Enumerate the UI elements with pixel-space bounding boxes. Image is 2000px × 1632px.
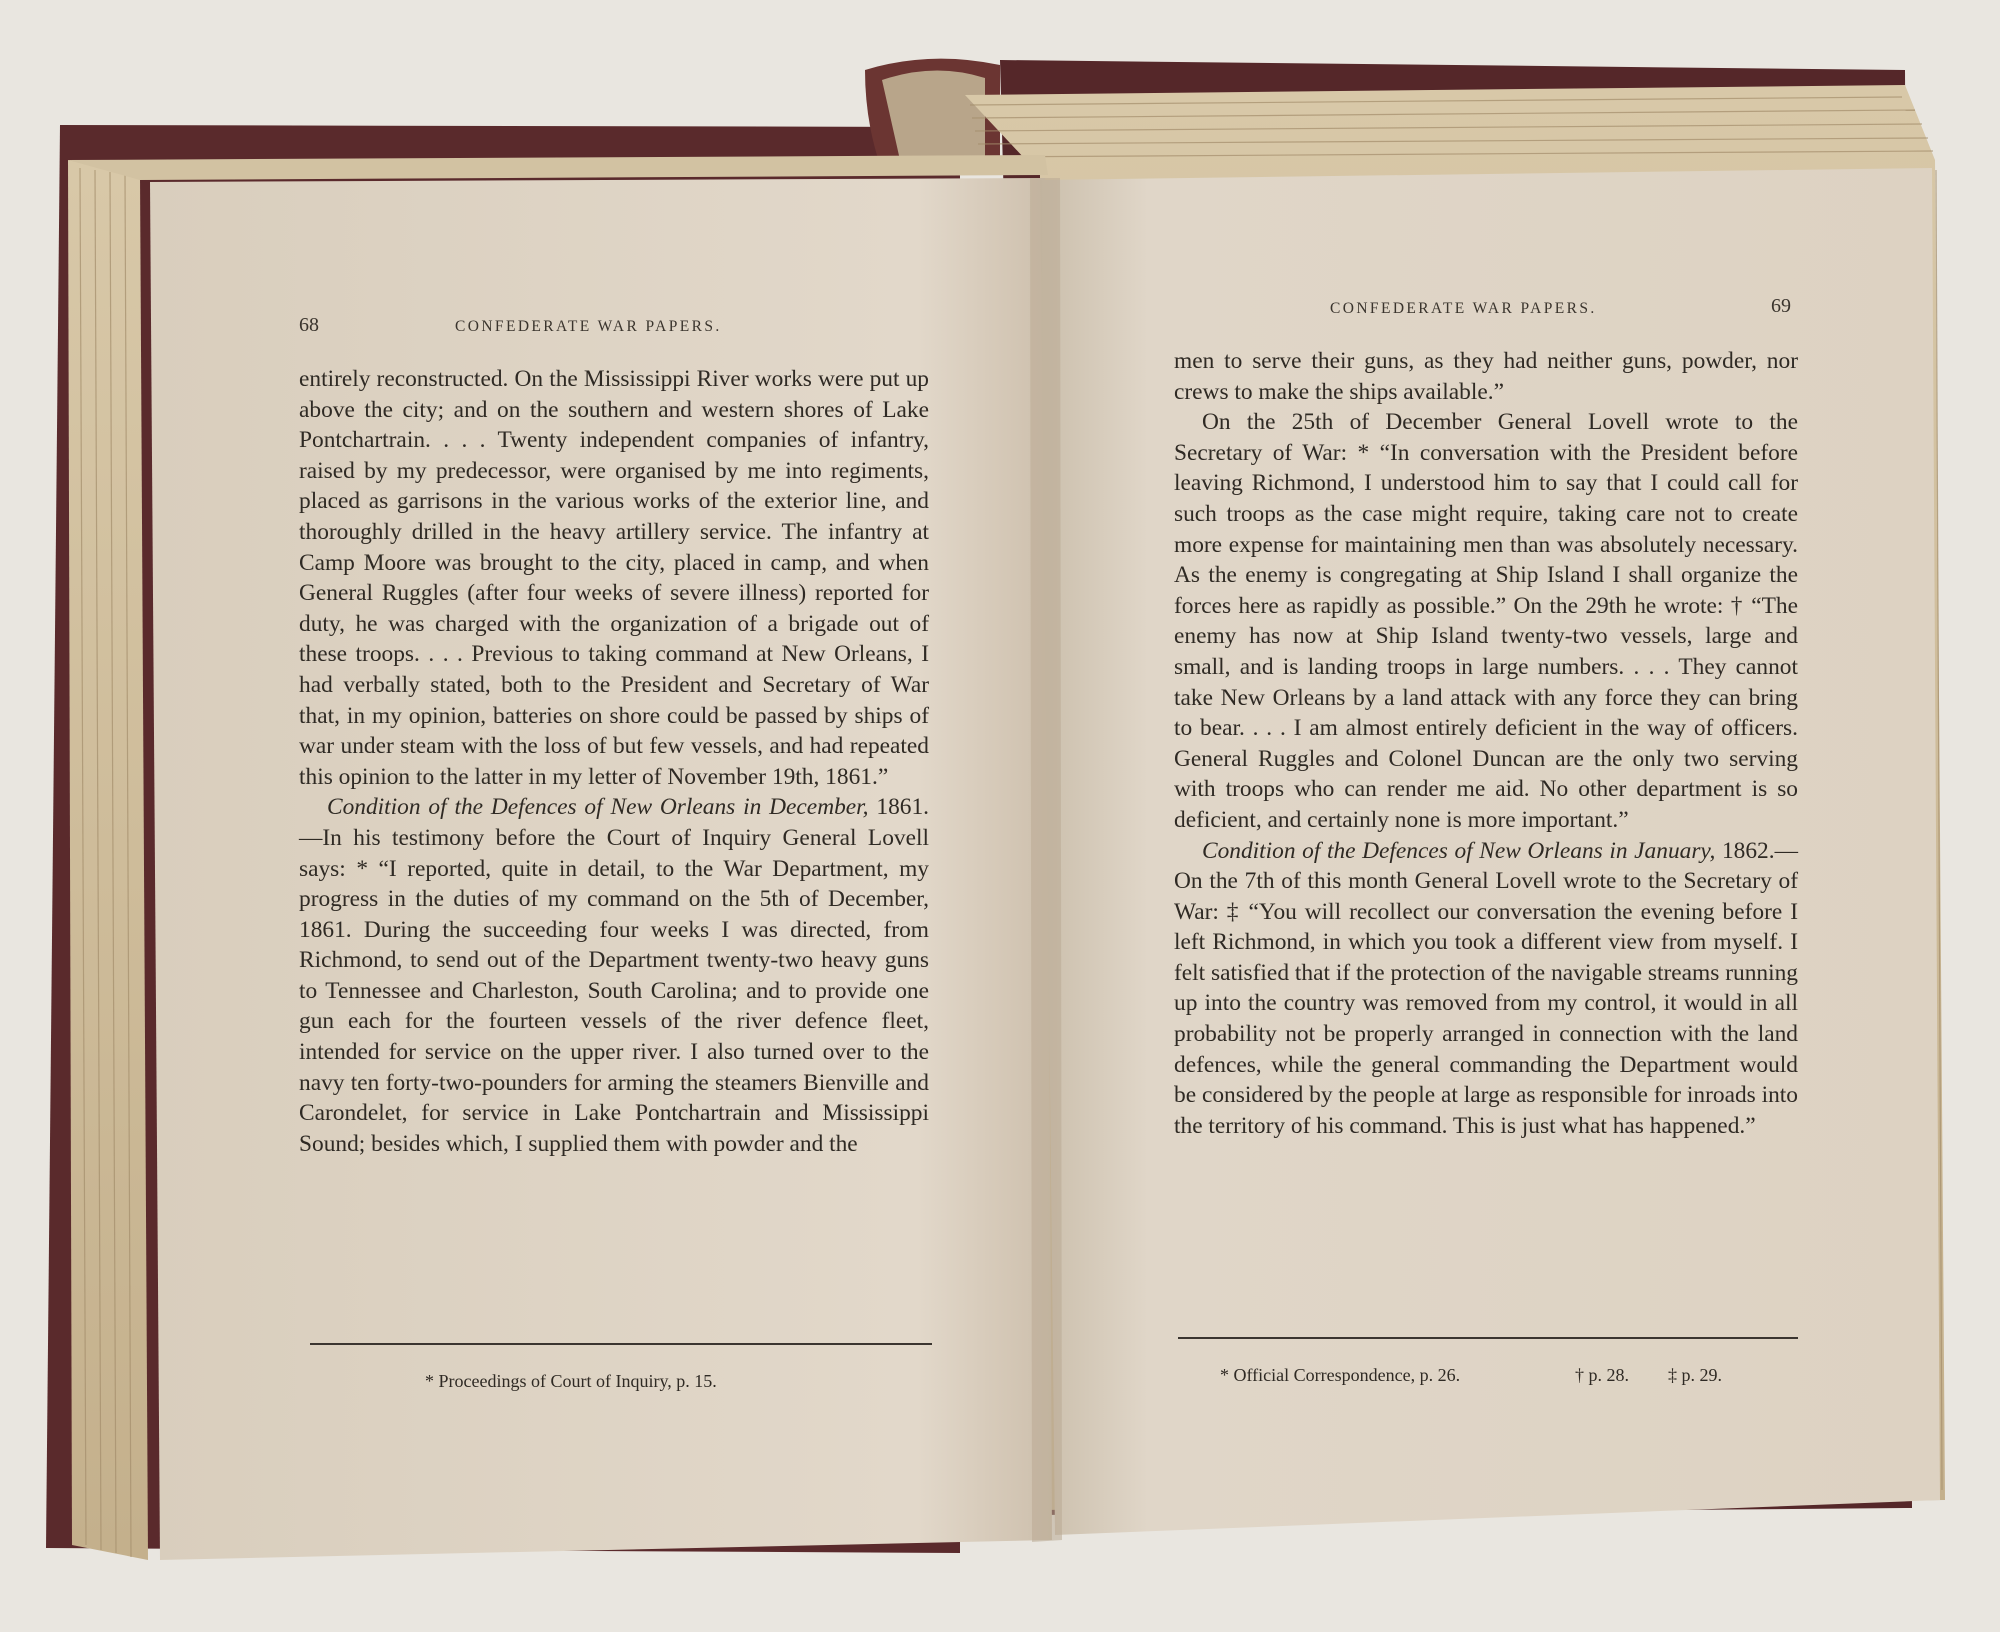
right-paragraph-2: On the 25th of December General Lovell wrote to the Secretary of War: * “In conversation with the President before leaving Richmond, I understood him to say that I could call for such troops as the case might require, taking care not to create more expense for maintaining men than was absolutely necessary. As the enemy is congregating at Ship Island I shall organize the forces here as rapidly as possible.” On the 29th he wrote: † “The enemy has now at Ship Island twenty-two vessels, large and small, and is landing troops in large numbers. . . . They cannot take New Orleans by a land attack with any force they can bring to bear. . . . I am almost entirely deficient in the way of officers. General Ruggles and Colonel Duncan are the only two serving with troops who can render me aid. No other department is so deficient, and certainly none is more important.” (1174, 409, 1798, 833)
right-paragraph-3: Condition of the Defences of New Orleans in January, 1862.—On the 7th of this month General Lovell wrote to the Secretary of War: ‡ “You will recollect our conversation the evening before I left Richmond, in which you took a different view from myself. I felt satisfied that if the protection of the navigable streams running up into the country was removed from my control, it would in all probability not be properly arranged in connection with the land defences, while the general commanding the Department would be considered by the people at large as responsible for inroads into the territory of his command. This is just what has happened.” (1174, 837, 1798, 1139)
left-page-body (299, 364, 929, 1159)
left-page-edges (68, 160, 148, 1560)
left-paragraph-1: entirely reconstructed. On the Mississippi River works were put up above the city; and on the southern and western shores of Lake Pontchartrain. . . . Twenty independent companies of infantry, raised by my predecessor, were organised by me into regiments, placed as garrisons in the various works of the exterior line, and thoroughly drilled in the heavy artillery service. The infantry at Camp Moore was brought to the city, placed in camp, and when General Ruggles (after four weeks of severe illness) reported for duty, he was charged with the organization of a brigade out of these troops. . . . Previous to taking command at New Orleans, I had verbally stated, both to the President and Secretary of War that, in my opinion, batteries on shore could be passed by ships of war under steam with the loss of but few vessels, and had repeated this opinion to the latter in my letter of November 19th, 1861.” (299, 366, 929, 790)
right-paragraph-1: men to serve their guns, as they had neither guns, powder, nor crews to make the ships available.” (1174, 348, 1798, 405)
right-page-number: 69 (1771, 295, 1791, 317)
right-running-head: CONFEDERATE WAR PAPERS. (1330, 300, 1597, 317)
right-footnote-2: † p. 28. (1575, 1365, 1629, 1385)
right-footnote-3: ‡ p. 29. (1668, 1365, 1722, 1385)
left-footnote-rule (310, 1343, 932, 1345)
left-footnote: * Proceedings of Court of Inquiry, p. 15. (425, 1371, 717, 1391)
left-running-head: CONFEDERATE WAR PAPERS. (455, 318, 722, 335)
right-page-body (1174, 346, 1798, 1141)
left-page-number: 68 (299, 314, 319, 336)
left-paragraph-2: Condition of the Defences of New Orleans in December, 1861.—In his testimony before the Court of Inquiry General Lovell says: * “I reported, quite in detail, to the War Department, my progress in the duties of my command on the 5th of December, 1861. During the succeeding four weeks I was directed, from Richmond, to send out of the Department twenty-two heavy guns to Tennessee and Charleston, South Carolina; and to provide one gun each for the fourteen vessels of the river defence fleet, intended for service on the upper river. I also turned over to the navy ten forty-two-pounders for arming the steamers Bienville and Carondelet, for service in Lake Pontchartrain and Mississippi Sound; besides which, I supplied them with powder and the (299, 794, 930, 1157)
right-footnote-rule (1178, 1337, 1798, 1339)
right-footnote-1: * Official Correspondence, p. 26. (1220, 1365, 1461, 1385)
